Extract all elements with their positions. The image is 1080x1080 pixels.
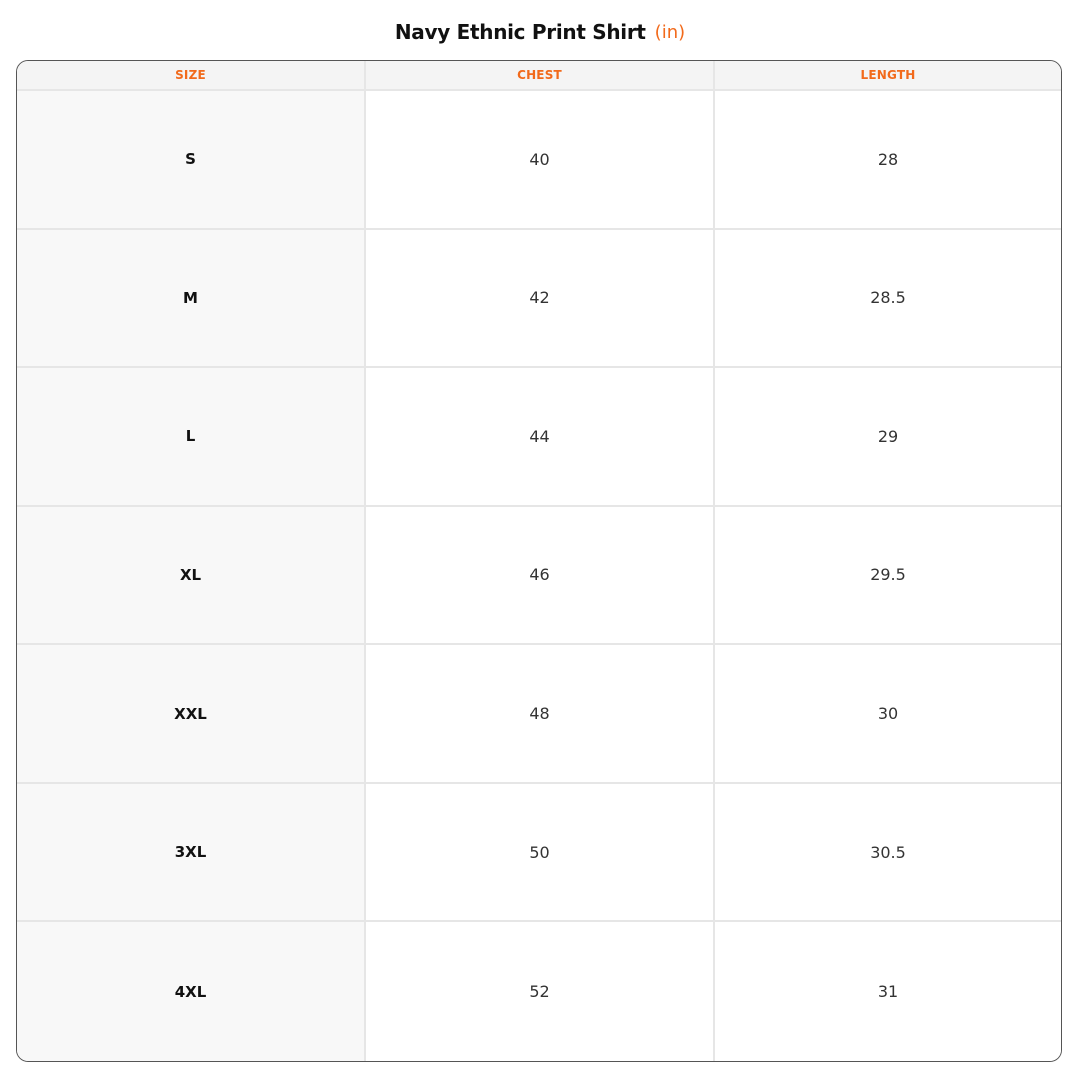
table-row-chest: 42 bbox=[366, 230, 715, 369]
table-row-length: 30 bbox=[715, 645, 1061, 784]
size-chart-grid bbox=[17, 61, 1061, 1061]
table-row-size: 3XL bbox=[17, 784, 366, 923]
table-row-size: S bbox=[17, 91, 366, 230]
header-chest: CHEST bbox=[366, 61, 715, 91]
table-row-size: XL bbox=[17, 507, 366, 646]
table-row-length: 31 bbox=[715, 922, 1061, 1061]
table-row-chest: 46 bbox=[366, 507, 715, 646]
header-size: SIZE bbox=[17, 61, 366, 91]
table-row-chest: 40 bbox=[366, 91, 715, 230]
table-row-length: 28 bbox=[715, 91, 1061, 230]
header-length: LENGTH bbox=[715, 61, 1061, 91]
unit-label: (in) bbox=[654, 21, 686, 43]
table-row-chest: 52 bbox=[366, 922, 715, 1061]
table-row-chest: 50 bbox=[366, 784, 715, 923]
title-row bbox=[0, 12, 1080, 52]
table-row-length: 30.5 bbox=[715, 784, 1061, 923]
table-row-length: 29.5 bbox=[715, 507, 1061, 646]
table-row-length: 28.5 bbox=[715, 230, 1061, 369]
table-row-length: 29 bbox=[715, 368, 1061, 507]
table-row-size: 4XL bbox=[17, 922, 366, 1061]
table-row-chest: 48 bbox=[366, 645, 715, 784]
table-row-size: M bbox=[17, 230, 366, 369]
table-row-size: L bbox=[17, 368, 366, 507]
size-chart-table bbox=[16, 60, 1062, 1062]
table-row-chest: 44 bbox=[366, 368, 715, 507]
table-row-size: XXL bbox=[17, 645, 366, 784]
page-title: Navy Ethnic Print Shirt bbox=[394, 20, 646, 44]
